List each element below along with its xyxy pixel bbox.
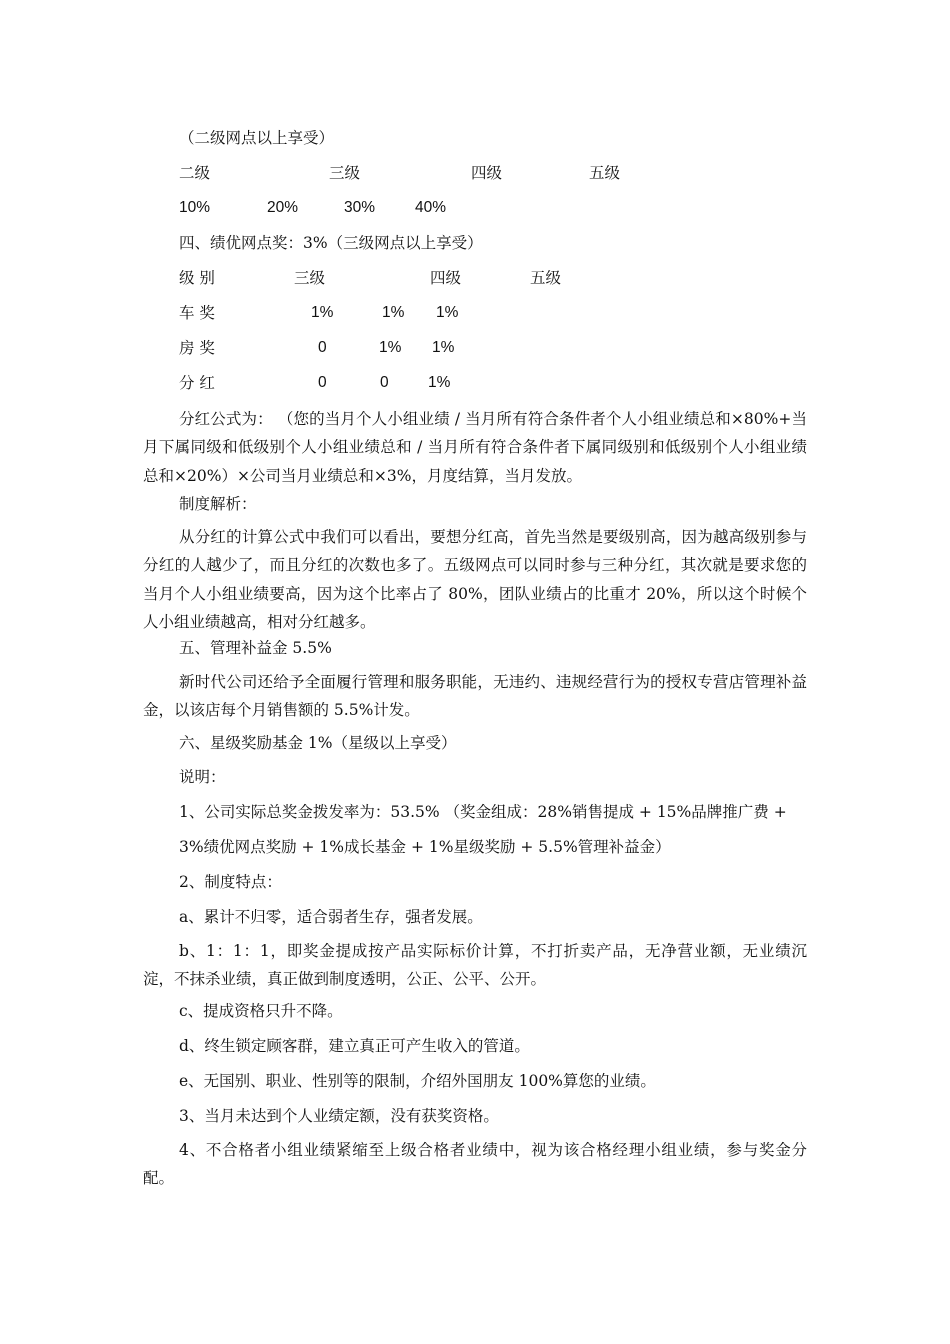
bonus-table-header-c1: 三级 <box>294 269 326 287</box>
bonus-table-cell: 1% <box>432 339 455 356</box>
note-3: 3、当月未达到个人业绩定额，没有获奖资格。 <box>179 1107 499 1125</box>
bonus-table-header-label: 级 别 <box>179 269 215 287</box>
bonus-table-header-c2: 四级 <box>430 269 462 287</box>
section-5-title: 五、管理补益金 5.5% <box>179 639 332 657</box>
bonus-table-row-label: 房 奖 <box>179 339 215 357</box>
section-6-title: 六、星级奖励基金 1%（星级以上享受） <box>179 734 457 752</box>
level-value-5: 40% <box>415 199 447 216</box>
level-header-3: 三级 <box>329 164 361 182</box>
bonus-table-row-label: 车 奖 <box>179 304 215 322</box>
level-value-2: 10% <box>179 199 211 216</box>
bonus-table-cell: 0 <box>380 374 389 391</box>
feature-item-c: c、提成资格只升不降。 <box>179 1002 343 1020</box>
notes-title: 说明： <box>179 768 226 786</box>
feature-item-e: e、无国别、职业、性别等的限制，介绍外国朋友 100%算您的业绩。 <box>179 1072 656 1090</box>
feature-item-b: b、1：1：1，即奖金提成按产品实际标价计算，不打折卖产品，无净营业额，无业绩沉淀，不抹杀业绩，真正做到制度透明，公正、公平、公开。 <box>143 942 807 989</box>
note-4: 4、不合格者小组业绩紧缩至上级合格者业绩中，视为该合格经理小组业绩，参与奖金分配。 <box>143 1141 807 1188</box>
bonus-table-header-c3: 五级 <box>530 269 562 287</box>
dividend-formula-paragraph: 分红公式为： （您的当月个人小组业绩 / 当月所有符合条件者个人小组业绩总和×80%+当月下属同级和低级别个人小组业绩总和 / 当月所有符合条件者下属同级别和低级别个人小组业绩总和×20%）×公司当月业绩总和×3%，月度结算，当月发放。 <box>143 410 807 485</box>
bonus-table-cell: 1% <box>311 304 334 321</box>
note-1-line-2: 3%绩优网点奖励 + 1%成长基金 + 1%星级奖励 + 5.5%管理补益金） <box>179 838 671 856</box>
bonus-table-cell: 1% <box>379 339 402 356</box>
level-value-4: 30% <box>344 199 376 216</box>
qualification-note: （二级网点以上享受） <box>179 129 335 147</box>
section-5-paragraph: 新时代公司还给予全面履行管理和服务职能，无违约、违规经营行为的授权专营店管理补益金，以该店每个月销售额的 5.5%计发。 <box>143 673 807 720</box>
bonus-table-cell: 1% <box>382 304 405 321</box>
bonus-table-cell: 1% <box>436 304 459 321</box>
section-4-title: 四、绩优网点奖：3%（三级网点以上享受） <box>179 234 483 252</box>
analysis-paragraph: 从分红的计算公式中我们可以看出，要想分红高，首先当然是要级别高，因为越高级别参与分红的人越少了，而且分红的次数也多了。五级网点可以同时参与三种分红，其次就是要求您的当月个人小组业绩要高，因为这个比率占了 80%，团队业绩占的比重才 20%，所以这个时候个人小组业绩越高，相对分红越多。 <box>143 528 807 631</box>
feature-item-a: a、累计不归零，适合弱者生存，强者发展。 <box>179 908 483 926</box>
feature-item-d: d、终生锁定顾客群，建立真正可产生收入的管道。 <box>179 1037 530 1055</box>
bonus-table-cell: 0 <box>318 374 327 391</box>
level-header-4: 四级 <box>471 164 503 182</box>
bonus-table-cell: 0 <box>318 339 327 356</box>
level-header-5: 五级 <box>589 164 621 182</box>
level-value-3: 20% <box>267 199 299 216</box>
level-header-2: 二级 <box>179 164 211 182</box>
analysis-title: 制度解析： <box>179 495 257 513</box>
bonus-table-row-label: 分 红 <box>179 374 215 392</box>
bonus-table-cell: 1% <box>428 374 451 391</box>
note-2: 2、制度特点： <box>179 873 282 891</box>
note-1-line-1: 1、公司实际总奖金拨发率为：53.5% （奖金组成：28%销售提成 + 15%品牌推广费 + <box>179 803 787 821</box>
